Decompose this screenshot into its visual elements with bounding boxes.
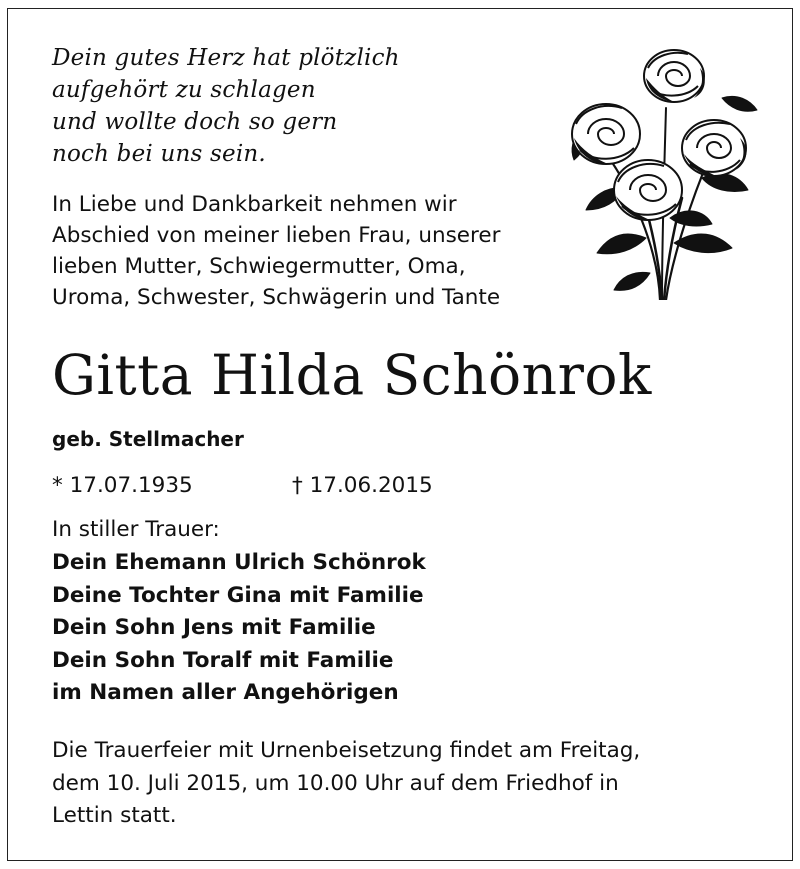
verse-line: Dein gutes Herz hat plötzlich <box>52 45 400 71</box>
intro-text <box>52 189 572 313</box>
mourner-line: Dein Sohn Jens mit Familie <box>52 615 376 640</box>
verse-line: und wollte doch so gern <box>52 109 338 135</box>
mourner-line: Dein Sohn Toralf mit Familie <box>52 647 394 673</box>
mourners-label: In stiller Trauer: <box>52 517 220 542</box>
life-dates <box>52 470 433 502</box>
intro-line: Abschied von meiner lieben Frau, unserer <box>52 223 501 248</box>
intro-line: In Liebe und Dankbarkeit nehmen wir <box>52 192 457 217</box>
birth-date: * 17.07.1935 <box>52 473 193 498</box>
notice-line: Lettin statt. <box>52 803 177 828</box>
notice-line: dem 10. Juli 2015, um 10.00 Uhr auf dem Friedhof in <box>52 770 619 796</box>
deceased-name: Gitta Hilda Schönrok <box>52 343 652 407</box>
intro-line: Uroma, Schwester, Schwägerin und Tante <box>52 285 501 310</box>
mourners-list <box>52 547 426 710</box>
intro-line: lieben Mutter, Schwiegermutter, Oma, <box>52 254 466 279</box>
maiden-name: geb. Stellmacher <box>52 427 244 451</box>
memorial-verse <box>52 42 472 170</box>
mourner-line: Dein Ehemann Ulrich Schönrok <box>52 550 426 575</box>
roses-bouquet-icon <box>562 38 762 300</box>
mourner-line: im Namen aller Angehörigen <box>52 680 399 705</box>
notice-line: Die Trauerfeier mit Urnenbeisetzung findet am Freitag, <box>52 738 641 763</box>
funeral-notice <box>52 735 752 833</box>
mourner-line: Deine Tochter Gina mit Familie <box>52 582 424 608</box>
death-date: † 17.06.2015 <box>292 473 433 498</box>
verse-line: noch bei uns sein. <box>52 141 266 167</box>
verse-line: aufgehört zu schlagen <box>52 77 316 103</box>
